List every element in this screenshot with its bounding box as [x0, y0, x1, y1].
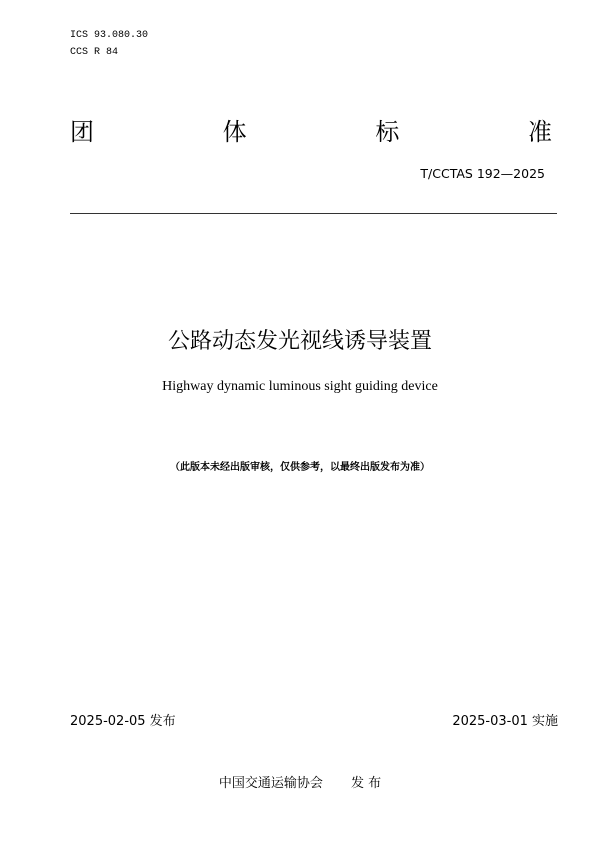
- document-title-en: Highway dynamic luminous sight guiding device: [162, 379, 438, 394]
- header-divider: [70, 213, 557, 214]
- ics-code: ICS 93.080.30: [70, 30, 149, 41]
- publisher-line: [0, 775, 600, 792]
- header-char-1: 团: [70, 118, 94, 146]
- standard-number: T/CCTAS 192—2025: [420, 166, 545, 181]
- header-char-3: 标: [375, 118, 400, 146]
- publisher-action: 发 布: [350, 776, 382, 791]
- standard-type-header: [70, 117, 552, 147]
- publisher-name: 中国交通运输协会: [218, 776, 323, 791]
- issue-date: 2025-02-05 发布: [70, 714, 176, 729]
- ccs-code: CCS R 84: [70, 47, 119, 58]
- document-title-cn: 公路动态发光视线诱导装置: [167, 329, 432, 354]
- implementation-date: 2025-03-01 实施: [452, 714, 558, 729]
- header-char-4: 准: [527, 118, 552, 146]
- draft-notice: （此版本未经出版审核，仅供参考，以最终出版发布为准）: [170, 462, 430, 473]
- header-char-2: 体: [222, 118, 247, 146]
